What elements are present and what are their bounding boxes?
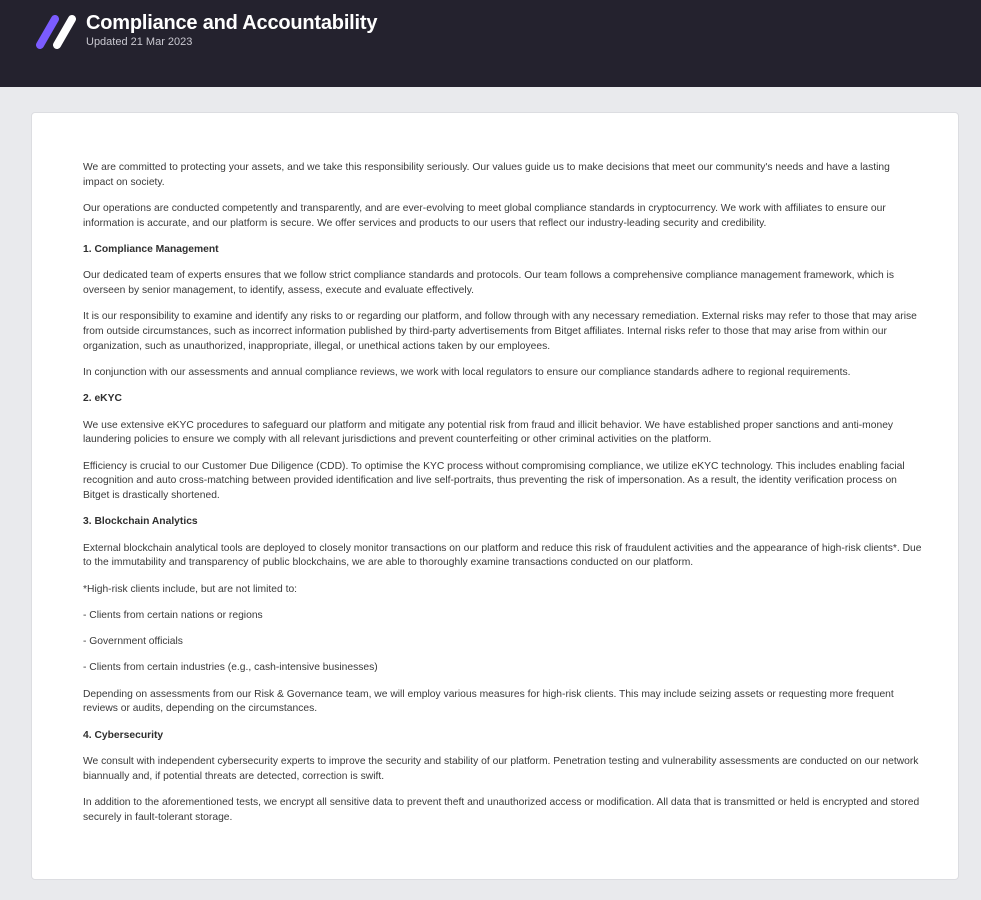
paragraph: - Clients from certain nations or regions bbox=[83, 609, 263, 621]
section-heading: 3. Blockchain Analytics bbox=[83, 516, 198, 528]
updated-date: Updated 21 Mar 2023 bbox=[86, 36, 193, 48]
paragraph: - Clients from certain industries (e.g., cash-intensive businesses) bbox=[83, 662, 378, 674]
paragraph: We consult with independent cybersecurity experts to improve the security and stability of our platform. Penetration testing and vulnerability assessments are conducted on our network biannually and, if potential threats are detected, correction is swift. bbox=[83, 756, 919, 782]
section-heading: 4. Cybersecurity bbox=[83, 729, 164, 741]
double-slash-logo-icon bbox=[35, 14, 79, 50]
paragraph: Our dedicated team of experts ensures that we follow strict compliance standards and protocols. Our team follows a comprehensive compliance management framework, which is overseen by senior management, to identify, assess, execute and evaluate effectively. bbox=[83, 270, 894, 296]
content-card bbox=[31, 112, 959, 880]
paragraph: Efficiency is crucial to our Customer Due Diligence (CDD). To optimise the KYC process without compromising compliance, we utilize eKYC technology. This includes enabling facial recognition and auto cross-matching between provided identification and live self-portraits, thus preventing the risk of impersonation. As a result, the identity verification process on Bitget is drastically shortened. bbox=[83, 460, 905, 501]
article-body bbox=[83, 161, 923, 837]
paragraph: In addition to the aforementioned tests, we encrypt all sensitive data to prevent theft and unauthorized access or modification. All data that is transmitted or held is encrypted and stored securely in fault-tolerant storage. bbox=[83, 797, 920, 823]
paragraph: It is our responsibility to examine and identify any risks to or regarding our platform, and follow through with any necessary remediation. External risks may refer to those that may arise from outside circumstances, such as incorrect information published by third-party advertisements from Bitget affiliates. Internal risks refer to those that may arise from within our organization, such as unauthorized, inappropriate, illegal, or unethical actions taken by our employees. bbox=[83, 311, 917, 352]
paragraph: We are committed to protecting your assets, and we take this responsibility seriously. Our values guide us to make decisions that meet our community's needs and have a lasting impact on society. bbox=[83, 162, 890, 188]
paragraph: Depending on assessments from our Risk & Governance team, we will employ various measures for high-risk clients. This may include seizing assets or requesting more frequent reviews or audits, depending on the circumstances. bbox=[83, 688, 894, 715]
paragraph: In conjunction with our assessments and annual compliance reviews, we work with local regulators to ensure our compliance standards adhere to regional requirements. bbox=[83, 367, 851, 378]
page-header bbox=[0, 0, 981, 87]
paragraph: *High-risk clients include, but are not limited to: bbox=[83, 583, 298, 595]
page-title: Compliance and Accountability bbox=[86, 12, 378, 34]
paragraph: We use extensive eKYC procedures to safeguard our platform and mitigate any potential risk from fraud and illicit behavior. We have established proper sanctions and anti-money laundering policies to ensure we comply with all relevant jurisdictions and prevent counterfeiting or other criminal activities on the platform. bbox=[83, 419, 894, 446]
section-heading: 2. eKYC bbox=[83, 393, 122, 405]
paragraph: External blockchain analytical tools are deployed to closely monitor transactions on our platform and reduce this risk of fraudulent activities and the appearance of high-risk clients*. Due to the immutability and transparency of public blockchains, we are able to thoroughly examine transactions conducted on our platform. bbox=[83, 542, 922, 569]
paragraph: Our operations are conducted competently and transparently, and are ever-evolving to meet global compliance standards in cryptocurrency. We work with affiliates to ensure our information is accurate, and our platform is secure. We offer services and products to our users that reflect our industry-leading security and credibility. bbox=[83, 203, 886, 229]
paragraph: - Government officials bbox=[83, 636, 183, 648]
section-heading: 1. Compliance Management bbox=[83, 244, 219, 255]
